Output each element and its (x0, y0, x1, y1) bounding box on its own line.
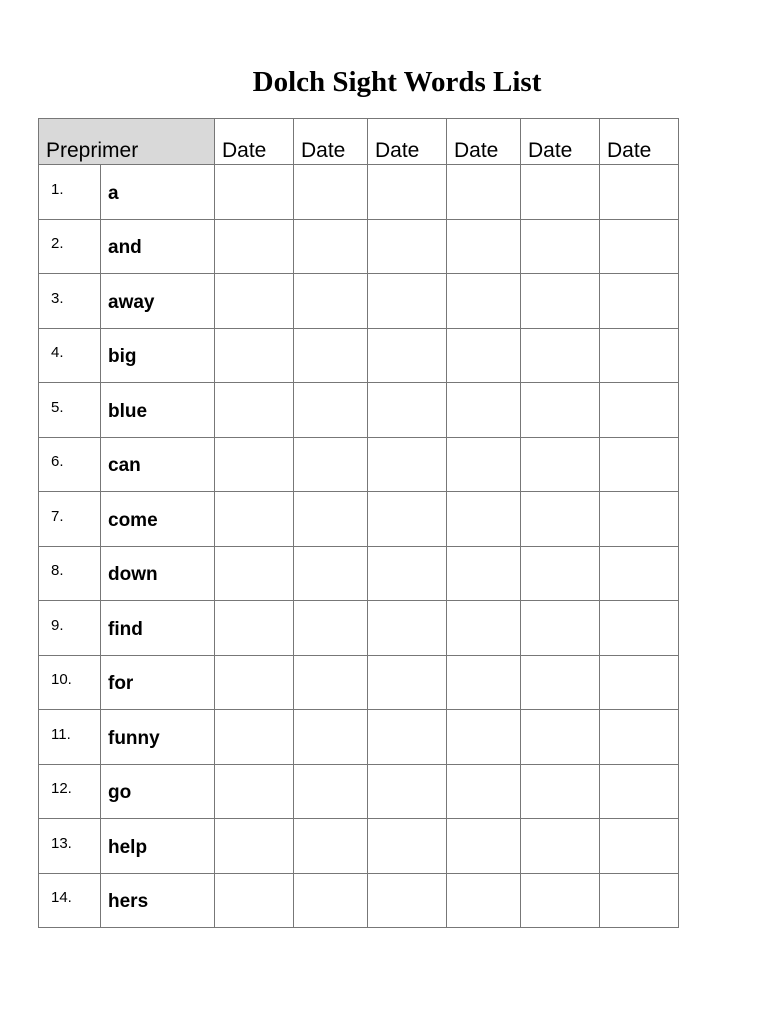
date-cell[interactable] (294, 492, 368, 547)
date-cell[interactable] (521, 328, 600, 383)
date-cell[interactable] (368, 655, 447, 710)
date-cell[interactable] (600, 328, 679, 383)
date-cell[interactable] (447, 546, 521, 601)
date-cell[interactable] (447, 655, 521, 710)
date-cell[interactable] (294, 274, 368, 329)
date-cell[interactable] (215, 437, 294, 492)
word-number: 4. (39, 328, 101, 383)
word-number: 2. (39, 219, 101, 274)
date-cell[interactable] (600, 383, 679, 438)
sight-word: find (101, 601, 215, 656)
date-cell[interactable] (368, 764, 447, 819)
sight-word: can (101, 437, 215, 492)
word-number: 13. (39, 819, 101, 874)
date-cell[interactable] (294, 437, 368, 492)
date-cell[interactable] (600, 873, 679, 928)
date-cell[interactable] (521, 601, 600, 656)
date-cell[interactable] (368, 546, 447, 601)
date-header: Date (600, 119, 679, 165)
table-row (39, 873, 679, 928)
table-row (39, 274, 679, 329)
date-cell[interactable] (447, 274, 521, 329)
date-cell[interactable] (215, 819, 294, 874)
date-header: Date (215, 119, 294, 165)
date-cell[interactable] (215, 764, 294, 819)
date-cell[interactable] (521, 655, 600, 710)
sight-word: a (101, 165, 215, 220)
table-row (39, 546, 679, 601)
date-cell[interactable] (368, 165, 447, 220)
date-cell[interactable] (521, 710, 600, 765)
date-cell[interactable] (294, 546, 368, 601)
date-cell[interactable] (600, 764, 679, 819)
date-cell[interactable] (368, 383, 447, 438)
word-number: 14. (39, 873, 101, 928)
sight-word: for (101, 655, 215, 710)
date-cell[interactable] (521, 437, 600, 492)
date-cell[interactable] (215, 492, 294, 547)
date-cell[interactable] (447, 437, 521, 492)
date-cell[interactable] (600, 492, 679, 547)
date-cell[interactable] (215, 601, 294, 656)
word-number: 10. (39, 655, 101, 710)
date-cell[interactable] (368, 710, 447, 765)
date-cell[interactable] (294, 873, 368, 928)
date-cell[interactable] (521, 219, 600, 274)
table-row (39, 655, 679, 710)
word-number: 5. (39, 383, 101, 438)
date-cell[interactable] (447, 710, 521, 765)
date-cell[interactable] (447, 819, 521, 874)
table-row (39, 383, 679, 438)
date-cell[interactable] (215, 383, 294, 438)
date-cell[interactable] (447, 165, 521, 220)
date-cell[interactable] (600, 655, 679, 710)
date-cell[interactable] (215, 165, 294, 220)
word-number: 3. (39, 274, 101, 329)
date-header: Date (368, 119, 447, 165)
table-row (39, 710, 679, 765)
sight-word: and (101, 219, 215, 274)
date-header: Date (521, 119, 600, 165)
header-row (39, 119, 679, 165)
date-cell[interactable] (521, 274, 600, 329)
date-cell[interactable] (447, 328, 521, 383)
sight-word: away (101, 274, 215, 329)
date-cell[interactable] (215, 873, 294, 928)
date-cell[interactable] (447, 601, 521, 656)
date-cell[interactable] (521, 546, 600, 601)
level-header: Preprimer (39, 119, 215, 165)
table-row (39, 492, 679, 547)
table-row (39, 819, 679, 874)
date-cell[interactable] (447, 219, 521, 274)
sight-word: big (101, 328, 215, 383)
date-cell[interactable] (368, 873, 447, 928)
date-header: Date (447, 119, 521, 165)
date-cell[interactable] (368, 328, 447, 383)
date-cell[interactable] (600, 546, 679, 601)
sight-word: down (101, 546, 215, 601)
date-cell[interactable] (368, 219, 447, 274)
date-cell[interactable] (600, 165, 679, 220)
date-cell[interactable] (368, 274, 447, 329)
date-cell[interactable] (600, 819, 679, 874)
table-row (39, 437, 679, 492)
date-cell[interactable] (294, 655, 368, 710)
sight-word: come (101, 492, 215, 547)
word-number: 9. (39, 601, 101, 656)
date-cell[interactable] (447, 383, 521, 438)
date-cell[interactable] (600, 274, 679, 329)
date-cell[interactable] (521, 873, 600, 928)
date-cell[interactable] (521, 819, 600, 874)
sight-word: blue (101, 383, 215, 438)
date-cell[interactable] (215, 274, 294, 329)
sight-words-table (38, 118, 679, 928)
date-cell[interactable] (294, 328, 368, 383)
sight-word: funny (101, 710, 215, 765)
date-cell[interactable] (368, 819, 447, 874)
word-rows (39, 165, 679, 928)
date-cell[interactable] (521, 165, 600, 220)
date-cell[interactable] (294, 764, 368, 819)
date-cell[interactable] (600, 437, 679, 492)
date-cell[interactable] (294, 219, 368, 274)
table-row (39, 764, 679, 819)
date-cell[interactable] (294, 819, 368, 874)
word-number: 7. (39, 492, 101, 547)
date-cell[interactable] (368, 437, 447, 492)
date-header: Date (294, 119, 368, 165)
date-cell[interactable] (368, 492, 447, 547)
date-cell[interactable] (215, 710, 294, 765)
date-cell[interactable] (521, 492, 600, 547)
date-cell[interactable] (600, 601, 679, 656)
word-number: 11. (39, 710, 101, 765)
word-number: 6. (39, 437, 101, 492)
sight-word: hers (101, 873, 215, 928)
date-cell[interactable] (368, 601, 447, 656)
date-cell[interactable] (521, 764, 600, 819)
date-cell[interactable] (215, 219, 294, 274)
table-row (39, 165, 679, 220)
date-cell[interactable] (294, 710, 368, 765)
date-cell[interactable] (294, 165, 368, 220)
table-row (39, 219, 679, 274)
word-number: 8. (39, 546, 101, 601)
date-cell[interactable] (294, 601, 368, 656)
sight-word: go (101, 764, 215, 819)
page-title: Dolch Sight Words List (252, 66, 542, 98)
date-cell[interactable] (215, 655, 294, 710)
date-cell[interactable] (447, 764, 521, 819)
sight-word: help (101, 819, 215, 874)
date-cell[interactable] (600, 710, 679, 765)
date-cell[interactable] (215, 546, 294, 601)
date-cell[interactable] (294, 383, 368, 438)
date-cell[interactable] (600, 219, 679, 274)
word-number: 12. (39, 764, 101, 819)
date-cell[interactable] (447, 873, 521, 928)
date-cell[interactable] (215, 328, 294, 383)
word-number: 1. (39, 165, 101, 220)
date-cell[interactable] (447, 492, 521, 547)
table-row (39, 328, 679, 383)
date-cell[interactable] (521, 383, 600, 438)
table-row (39, 601, 679, 656)
